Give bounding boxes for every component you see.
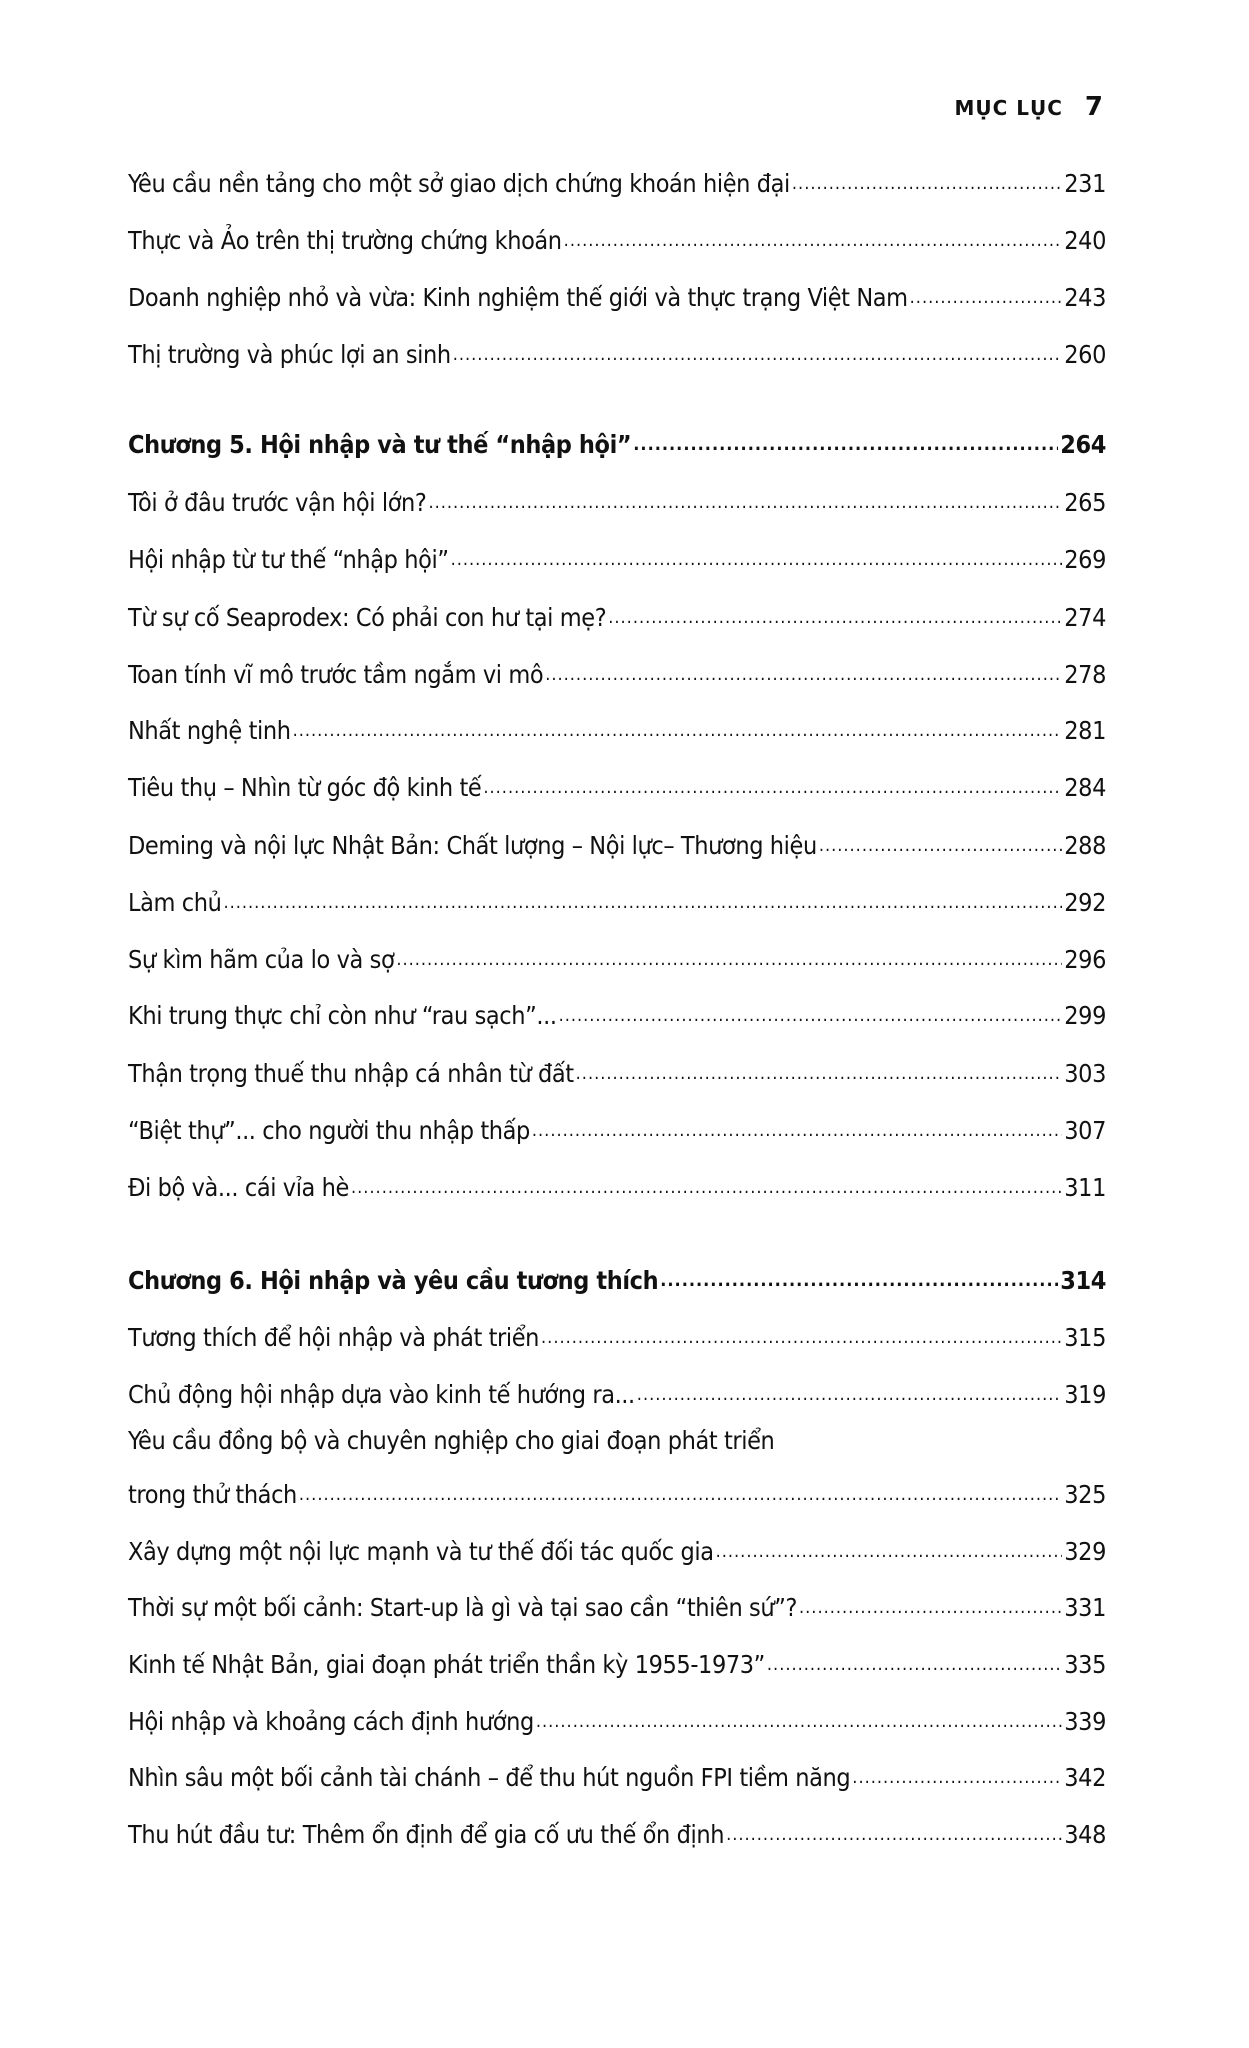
entry-page-number: 339: [1064, 1707, 1106, 1736]
entry-title: Thị trường và phúc lợi an sinh: [128, 340, 451, 369]
entry-page-number: 269: [1064, 545, 1106, 574]
entry-page-number: 240: [1064, 226, 1106, 255]
toc-entry: [128, 1115, 1106, 1147]
dot-leader: [819, 830, 1062, 862]
entry-title: Chương 5. Hội nhập và tư thế “nhập hội”: [128, 430, 632, 459]
entry-page-number: 303: [1064, 1059, 1106, 1088]
entry-title: Tiêu thụ – Nhìn từ góc độ kinh tế: [128, 773, 482, 802]
entry-title: Thu hút đầu tư: Thêm ổn định để gia cố ưu thế ổn định: [128, 1820, 725, 1849]
dot-leader: [576, 1058, 1063, 1090]
entry-title: Thận trọng thuế thu nhập cá nhân từ đất: [128, 1059, 574, 1088]
dot-leader: [633, 429, 1058, 461]
dot-leader: [453, 339, 1063, 371]
entry-page-number: 314: [1060, 1266, 1106, 1295]
dot-leader: [223, 887, 1062, 919]
entry-page-number: 243: [1064, 283, 1106, 312]
entry-title: Từ sự cố Seaprodex: Có phải con hư tại mẹ?: [128, 603, 607, 632]
entry-page-number: 281: [1064, 716, 1106, 745]
dot-leader: [564, 225, 1063, 257]
toc-entry: [128, 830, 1106, 862]
entry-page-number: 278: [1064, 660, 1106, 689]
dot-leader: [299, 1479, 1062, 1511]
entry-page-number: 325: [1064, 1480, 1106, 1509]
dot-leader: [637, 1379, 1062, 1411]
entry-title: “Biệt thự”... cho người thu nhập thấp: [128, 1116, 530, 1145]
entry-title: Nhìn sâu một bối cảnh tài chánh – để thu hút nguồn FPI tiềm năng: [128, 1763, 851, 1792]
toc-entry: [128, 1172, 1106, 1204]
entry-title: Chương 6. Hội nhập và yêu cầu tương thích: [128, 1266, 659, 1295]
entry-page-number: 260: [1064, 340, 1106, 369]
entry-page-number: 264: [1060, 430, 1106, 459]
dot-leader: [451, 544, 1063, 576]
dot-leader: [660, 1265, 1058, 1297]
entry-title-continued: trong thử thách: [128, 1480, 297, 1509]
entry-title: Nhất nghệ tinh: [128, 716, 291, 745]
toc-entry: [128, 282, 1106, 314]
running-header: [954, 92, 1104, 122]
toc-entry: [128, 715, 1106, 747]
entry-title: Hội nhập từ tư thế “nhập hội”: [128, 545, 449, 574]
toc-entry: [128, 1819, 1106, 1851]
entry-page-number: 342: [1064, 1763, 1106, 1792]
dot-leader: [545, 659, 1062, 691]
toc-entry: [128, 1592, 1106, 1624]
entry-page-number: 307: [1064, 1116, 1106, 1145]
toc-entry: [128, 168, 1106, 200]
entry-title: Xây dựng một nội lực mạnh và tư thế đối tác quốc gia: [128, 1537, 714, 1566]
toc-entry: [128, 1536, 1106, 1568]
dot-leader: [536, 1706, 1062, 1738]
toc-entry: [128, 339, 1106, 371]
dot-leader: [910, 282, 1063, 314]
entry-title: Thời sự một bối cảnh: Start-up là gì và tại sao cần “thiên sứ”?: [128, 1593, 798, 1622]
toc-chapter-heading: [128, 429, 1106, 461]
dot-leader: [559, 1000, 1063, 1032]
toc-entry: [128, 544, 1106, 576]
section-title: MỤC LỤC: [954, 96, 1063, 120]
dot-leader: [541, 1322, 1062, 1354]
entry-title: Kinh tế Nhật Bản, giai đoạn phát triển thần kỳ 1955-1973”: [128, 1650, 765, 1679]
dot-leader: [852, 1762, 1062, 1794]
toc-entry: [128, 1379, 1106, 1411]
entry-page-number: 292: [1064, 888, 1106, 917]
entry-page-number: 319: [1064, 1380, 1106, 1409]
page-number: 7: [1084, 92, 1104, 122]
toc-entry: [128, 772, 1106, 804]
toc-entry: [128, 1000, 1106, 1032]
toc-entry: [128, 944, 1106, 976]
entry-title: Deming và nội lực Nhật Bản: Chất lượng – Nội lực– Thương hiệu: [128, 831, 817, 860]
dot-leader: [293, 715, 1063, 747]
entry-title: Tôi ở đâu trước vận hội lớn?: [128, 488, 427, 517]
entry-page-number: 315: [1064, 1323, 1106, 1352]
entry-title: Đi bộ và... cái vỉa hè: [128, 1173, 349, 1202]
entry-page-number: 329: [1064, 1537, 1106, 1566]
toc-chapter-heading: [128, 1265, 1106, 1297]
toc-entry: [128, 1706, 1106, 1738]
toc-entry: [128, 225, 1106, 257]
toc-entry: [128, 1058, 1106, 1090]
entry-title: Yêu cầu đồng bộ và chuyên nghiệp cho giai đoạn phát triển: [128, 1426, 775, 1455]
entry-title: Khi trung thực chỉ còn như “rau sạch”...: [128, 1001, 557, 1030]
dot-leader: [716, 1536, 1063, 1568]
entry-page-number: 288: [1064, 831, 1106, 860]
toc-entry: [128, 659, 1106, 691]
entry-page-number: 335: [1064, 1650, 1106, 1679]
dot-leader: [483, 772, 1062, 804]
dot-leader: [608, 602, 1062, 634]
entry-title: Thực và Ảo trên thị trường chứng khoán: [128, 226, 562, 255]
toc-entry: [128, 1649, 1106, 1681]
toc-entry: [128, 602, 1106, 634]
entry-page-number: 284: [1064, 773, 1106, 802]
entry-title: Yêu cầu nền tảng cho một sở giao dịch chứng khoán hiện đại: [128, 169, 790, 198]
dot-leader: [532, 1115, 1062, 1147]
entry-page-number: 311: [1064, 1173, 1106, 1202]
toc-entry: [128, 1322, 1106, 1354]
entry-page-number: 274: [1064, 603, 1106, 632]
entry-title: Làm chủ: [128, 888, 222, 917]
dot-leader: [351, 1172, 1062, 1204]
entry-page-number: 265: [1064, 488, 1106, 517]
dot-leader: [396, 944, 1062, 976]
toc-entry: [128, 1425, 1106, 1511]
entry-title: Toan tính vĩ mô trước tầm ngắm vi mô: [128, 660, 544, 689]
toc-entry: [128, 887, 1106, 919]
toc-entry: [128, 487, 1106, 519]
entry-title: Hội nhập và khoảng cách định hướng: [128, 1707, 534, 1736]
dot-leader: [726, 1819, 1062, 1851]
entry-title: Sự kìm hãm của lo và sợ: [128, 945, 395, 974]
entry-page-number: 296: [1064, 945, 1106, 974]
dot-leader: [799, 1592, 1062, 1624]
entry-title: Doanh nghiệp nhỏ và vừa: Kinh nghiệm thế giới và thực trạng Việt Nam: [128, 283, 908, 312]
entry-page-number: 331: [1064, 1593, 1106, 1622]
dot-leader: [767, 1649, 1062, 1681]
entry-title: Chủ động hội nhập dựa vào kinh tế hướng ra...: [128, 1380, 635, 1409]
entry-page-number: 231: [1064, 169, 1106, 198]
entry-title: Tương thích để hội nhập và phát triển: [128, 1323, 540, 1352]
toc-entry: [128, 1762, 1106, 1794]
entry-page-number: 348: [1064, 1820, 1106, 1849]
entry-page-number: 299: [1064, 1001, 1106, 1030]
dot-leader: [792, 168, 1062, 200]
dot-leader: [428, 487, 1062, 519]
